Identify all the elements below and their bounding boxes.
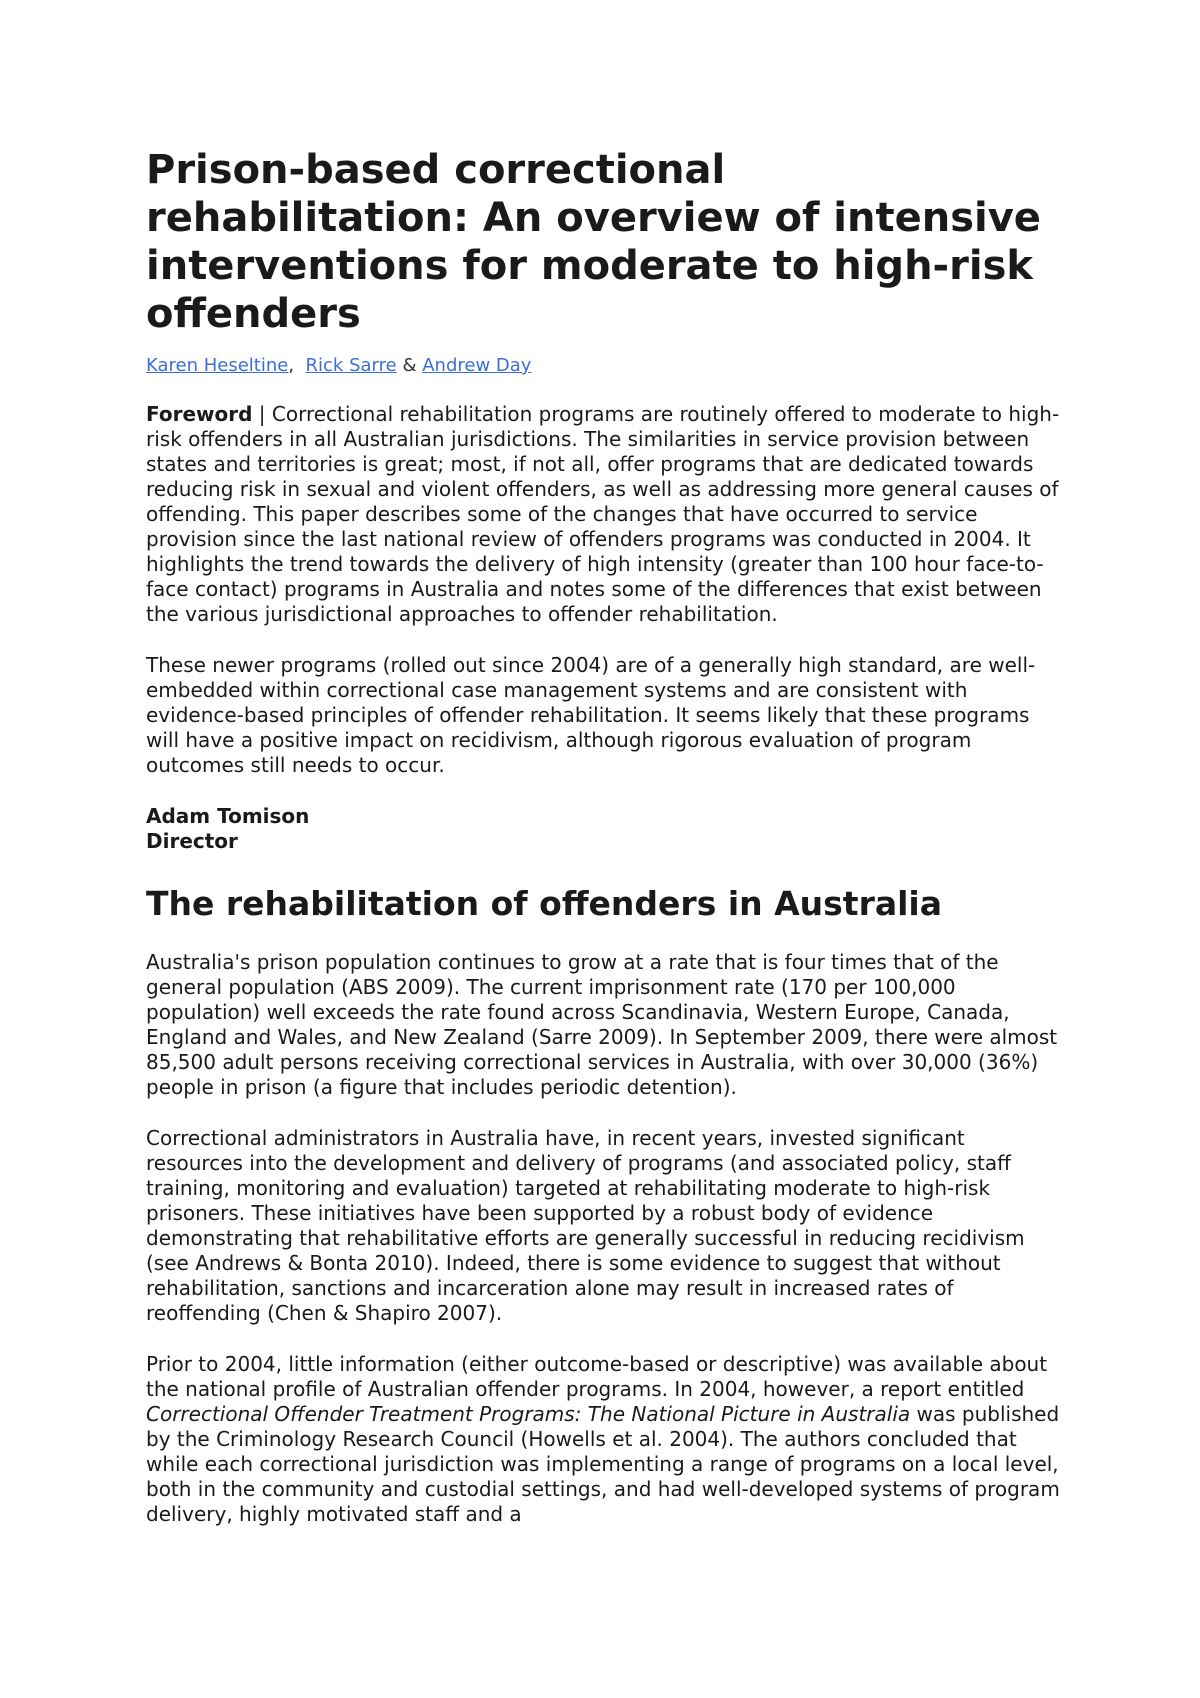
document-title: Prison-based correctional rehabilitation: An overview of intensive interventions for moderate to high-risk offenders bbox=[146, 147, 1041, 337]
body-paragraph-3-lead: Prior to 2004, little information (either outcome-based or descriptive) was available about the national profile of Australian offender programs. In 2004, however, a report entitled bbox=[146, 1352, 1048, 1401]
document-page bbox=[146, 146, 1066, 1527]
author-list bbox=[146, 354, 1066, 378]
section-heading: The rehabilitation of offenders in Australia bbox=[146, 884, 943, 923]
body-paragraph-3 bbox=[146, 1352, 1066, 1527]
report-title-italic: Correctional Offender Treatment Programs: The National Picture in Australia bbox=[146, 1402, 911, 1426]
author-link-heseltine[interactable]: Karen Heseltine bbox=[146, 355, 289, 376]
foreword-signature bbox=[146, 804, 1066, 854]
author-separator-amp: & bbox=[402, 355, 417, 376]
foreword-label: Foreword bbox=[146, 402, 253, 426]
author-link-sarre[interactable]: Rick Sarre bbox=[305, 355, 397, 376]
signatory-role: Director bbox=[146, 829, 238, 853]
author-separator-comma: , bbox=[288, 355, 295, 376]
body-paragraph-2: Correctional administrators in Australia have, in recent years, invested significant resources into the development and delivery of programs (and associated policy, staff training, monitoring and evaluation) targeted at rehabilitating moderate to high-risk prisoners. These initiatives have been supported by a robust body of evidence demonstrating that rehabilitative efforts are generally successful in reducing recidivism (see Andrews & Bonta 2010). Indeed, there is some evidence to suggest that without rehabilitation, sanctions and incarceration alone may result in increased rates of reoffending (Chen & Shapiro 2007). bbox=[146, 1126, 1025, 1325]
foreword-divider: | bbox=[252, 402, 272, 426]
body-paragraph-1: Australia's prison population continues to grow at a rate that is four times that of the general population (ABS 2009). The current imprisonment rate (170 per 100,000 population) well exceeds the rate found across Scandinavia, Western Europe, Canada, England and Wales, and New Zealand (Sarre 2009). In September 2009, there were almost 85,500 adult persons receiving correctional services in Australia, with over 30,000 (36%) people in prison (a figure that includes periodic detention). bbox=[146, 950, 1058, 1099]
foreword-paragraph-2: These newer programs (rolled out since 2004) are of a generally high standard, are well-embedded within correctional case management systems and are consistent with evidence-based principles of offender rehabilitation. It seems likely that these programs will have a positive impact on recidivism, although rigorous evaluation of program outcomes still needs to occur. bbox=[146, 653, 1036, 777]
foreword-paragraph bbox=[146, 402, 1066, 627]
body-paragraph-3-tail: was published by the Criminology Research Council (Howells et al. 2004). The authors concluded that while each correctional jurisdiction was implementing a range of programs on a local level, both in the community and custodial settings, and had well-developed systems of program delivery, highly motivated staff and a bbox=[146, 1402, 1060, 1526]
signatory-name: Adam Tomison bbox=[146, 804, 310, 828]
author-link-day[interactable]: Andrew Day bbox=[422, 355, 532, 376]
foreword-text: Correctional rehabilitation programs are routinely offered to moderate to high-risk offenders in all Australian jurisdictions. The similarities in service provision between states and territories is great; most, if not all, offer programs that are dedicated towards reducing risk in sexual and violent offenders, as well as addressing more general causes of offending. This paper describes some of the changes that have occurred to service provision since the last national review of offenders programs was conducted in 2004. It highlights the trend towards the delivery of high intensity (greater than 100 hour face-to-face contact) programs in Australia and notes some of the differences that exist between the various jurisdictional approaches to offender rehabilitation. bbox=[146, 402, 1060, 626]
